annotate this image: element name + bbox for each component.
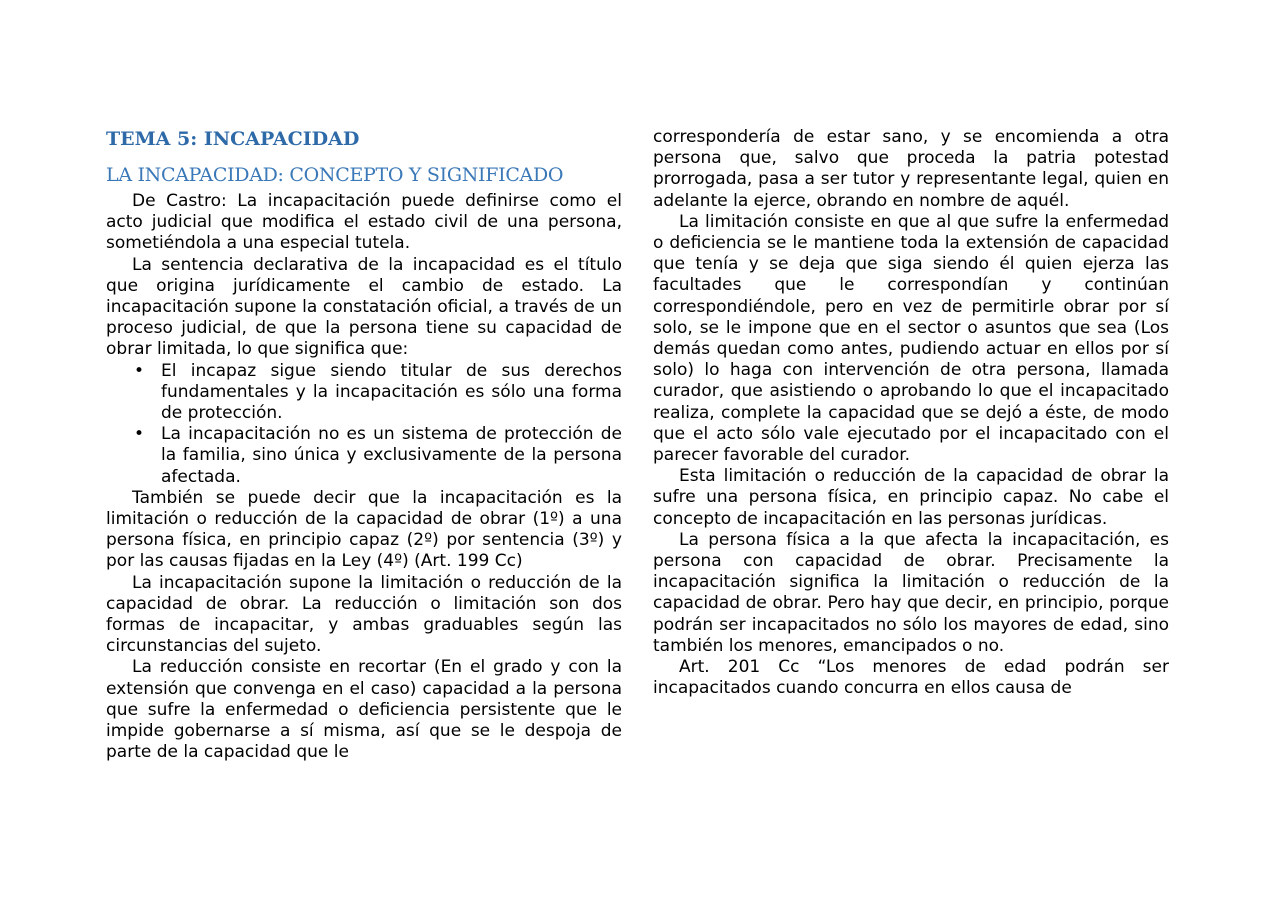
paragraph: La incapacitación supone la limitación o reducción de la capacidad de obrar. La reducción o limitación son dos formas de incapacitar, y ambas graduables según las circunstancias del sujeto. xyxy=(106,572,622,657)
paragraph: Esta limitación o reducción de la capacidad de obrar la sufre una persona física, en principio capaz. No cabe el concepto de incapacitación en las personas jurídicas. xyxy=(653,466,1169,529)
left-column xyxy=(106,127,622,763)
list-item xyxy=(106,361,622,425)
paragraph: Art. 201 Cc “Los menores de edad podrán ser incapacitados cuando concurra en ellos causa de xyxy=(653,657,1169,699)
paragraph-continued: correspondería de estar sano, y se encomienda a otra persona que, salvo que proceda la patria potestad prorrogada, pasa a ser tutor y representante legal, quien en adelante la ejerce, obrando en nombre de aquél. xyxy=(653,127,1169,211)
list-item-text: El incapaz sigue siendo titular de sus derechos fundamentales y la incapacitación es sólo una forma de protección. xyxy=(161,360,622,424)
right-column xyxy=(653,127,1169,699)
paragraph: La reducción consiste en recortar (En el grado y con la extensión que convenga en el caso) capacidad a la persona que sufre la enfermedad o deficiencia persistente que le impide gobernarse a sí misma, así que se le despoja de parte de la capacidad que le xyxy=(106,657,622,763)
section-heading: LA INCAPACIDAD: CONCEPTO Y SIGNIFICADO xyxy=(106,164,564,186)
document-title: TEMA 5: INCAPACIDAD xyxy=(106,128,360,150)
bullet-icon: • xyxy=(134,424,145,445)
bullet-icon: • xyxy=(134,360,145,381)
paragraph: La sentencia declarativa de la incapacidad es el título que origina jurídicamente el cambio de estado. La incapacitación supone la constatación oficial, a través de un proceso judicial, de que la persona tiene su capacidad de obrar limitada, lo que significa que: xyxy=(106,254,622,360)
bullet-list xyxy=(106,361,622,488)
list-item xyxy=(106,424,622,488)
paragraph: También se puede decir que la incapacitación es la limitación o reducción de la capacidad de obrar (1º) a una persona física, en principio capaz (2º) por sentencia (3º) y por las causas fijadas en la Ley (4º) (Art. 199 Cc) xyxy=(106,487,622,572)
paragraph: De Castro: La incapacitación puede definirse como el acto judicial que modifica el estado civil de una persona, sometiéndola a una especial tutela. xyxy=(106,191,622,254)
paragraph: La limitación consiste en que al que sufre la enfermedad o deficiencia se le mantiene toda la extensión de capacidad que tenía y se deja que siga siendo él quien ejerza las facultades que le correspondían y continúan correspondiéndole, pero en vez de permitirle obrar por sí solo, se le impone que en el sector o asuntos que sea (Los demás quedan como antes, pudiendo actuar en ellos por sí solo) lo haga con intervención de otra persona, llamada curador, que asistiendo o aprobando lo que el incapacitado realiza, complete la capacidad que se dejó a éste, de modo que el acto sólo vale ejecutado por el incapacitado con el parecer favorable del curador. xyxy=(653,211,1169,466)
list-item-text: La incapacitación no es un sistema de protección de la familia, sino única y exclusivamente de la persona afectada. xyxy=(161,424,622,487)
paragraph: La persona física a la que afecta la incapacitación, es persona con capacidad de obrar. Precisamente la incapacitación significa la limitación o reducción de la capacidad de obrar. Pero hay que decir, en principio, porque podrán ser incapacitados no sólo los mayores de edad, sino también los menores, emancipados o no. xyxy=(653,529,1169,656)
